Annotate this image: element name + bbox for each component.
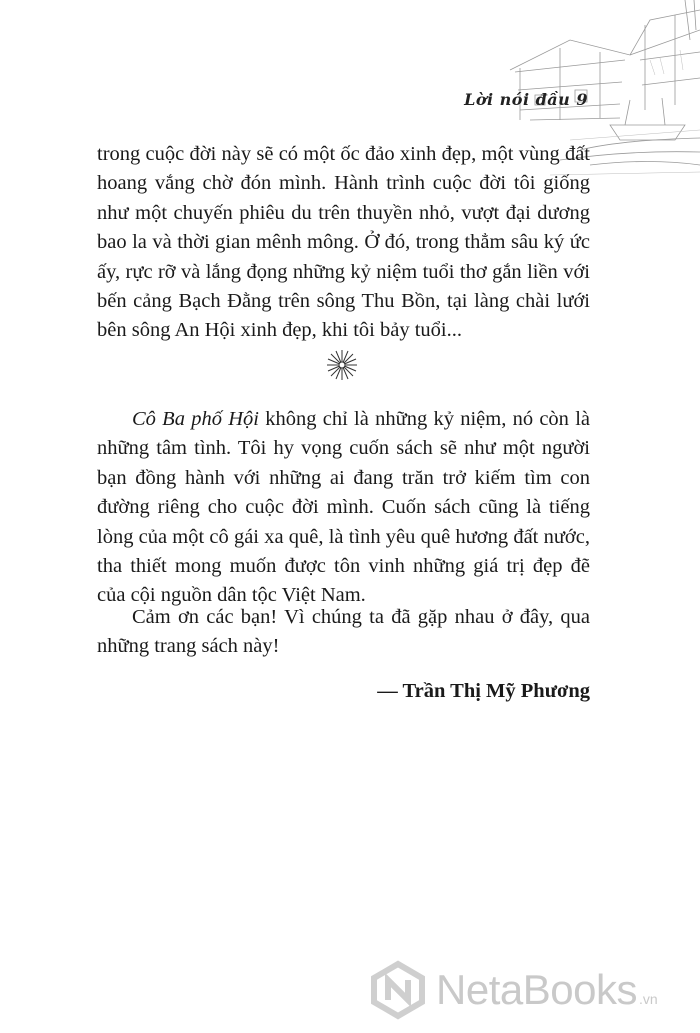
running-header: Lời nói đầu 9 bbox=[464, 90, 588, 109]
book-title: Cô Ba phố Hội bbox=[132, 408, 259, 430]
paragraph-2-block bbox=[97, 405, 590, 611]
watermark-suffix: .vn bbox=[638, 991, 658, 1007]
paragraph-3-block bbox=[97, 603, 590, 662]
paragraph-3: Cảm ơn các bạn! Vì chúng ta đã gặp nhau ở đây, qua những trang sách này! bbox=[97, 606, 590, 658]
watermark bbox=[368, 955, 698, 1025]
author-signature: — Trần Thị Mỹ Phương bbox=[377, 680, 590, 702]
paragraph-continued bbox=[97, 140, 590, 346]
starburst-ornament-icon bbox=[325, 348, 359, 382]
paragraph-1: trong cuộc đời này sẽ có một ốc đảo xinh đẹp, một vùng đất hoang vắng chờ đón mình. Hành trình cuộc đời tôi giống như một chuyến phiêu du trên thuyền nhỏ, vượt đại dương bao la và thời gian mênh mông. Ở đó, trong thẳm sâu ký ức ấy, rực rỡ và lắng đọng những kỷ niệm tuổi thơ gắn liền với bến cảng Bạch Đằng trên sông Thu Bồn, tại làng chài lưới bên sông An Hội xinh đẹp, khi tôi bảy tuổi... bbox=[97, 143, 590, 342]
paragraph-2-text: không chỉ là những kỷ niệm, nó còn là những tâm tình. Tôi hy vọng cuốn sách sẽ như một người bạn đồng hành với những ai đang trăn trở kiếm tìm con đường riêng cho cuộc đời mình. Cuốn sách cũng là tiếng lòng của một cô gái xa quê, là tình yêu quê hương đất nước, tha thiết mong muốn được tôn vinh những giá trị đẹp đẽ của cội nguồn dân tộc Việt Nam. bbox=[97, 408, 590, 607]
paragraph-2 bbox=[97, 405, 590, 611]
watermark-brand: NetaBooks bbox=[436, 966, 637, 1013]
netabooks-logo-icon bbox=[368, 960, 428, 1020]
